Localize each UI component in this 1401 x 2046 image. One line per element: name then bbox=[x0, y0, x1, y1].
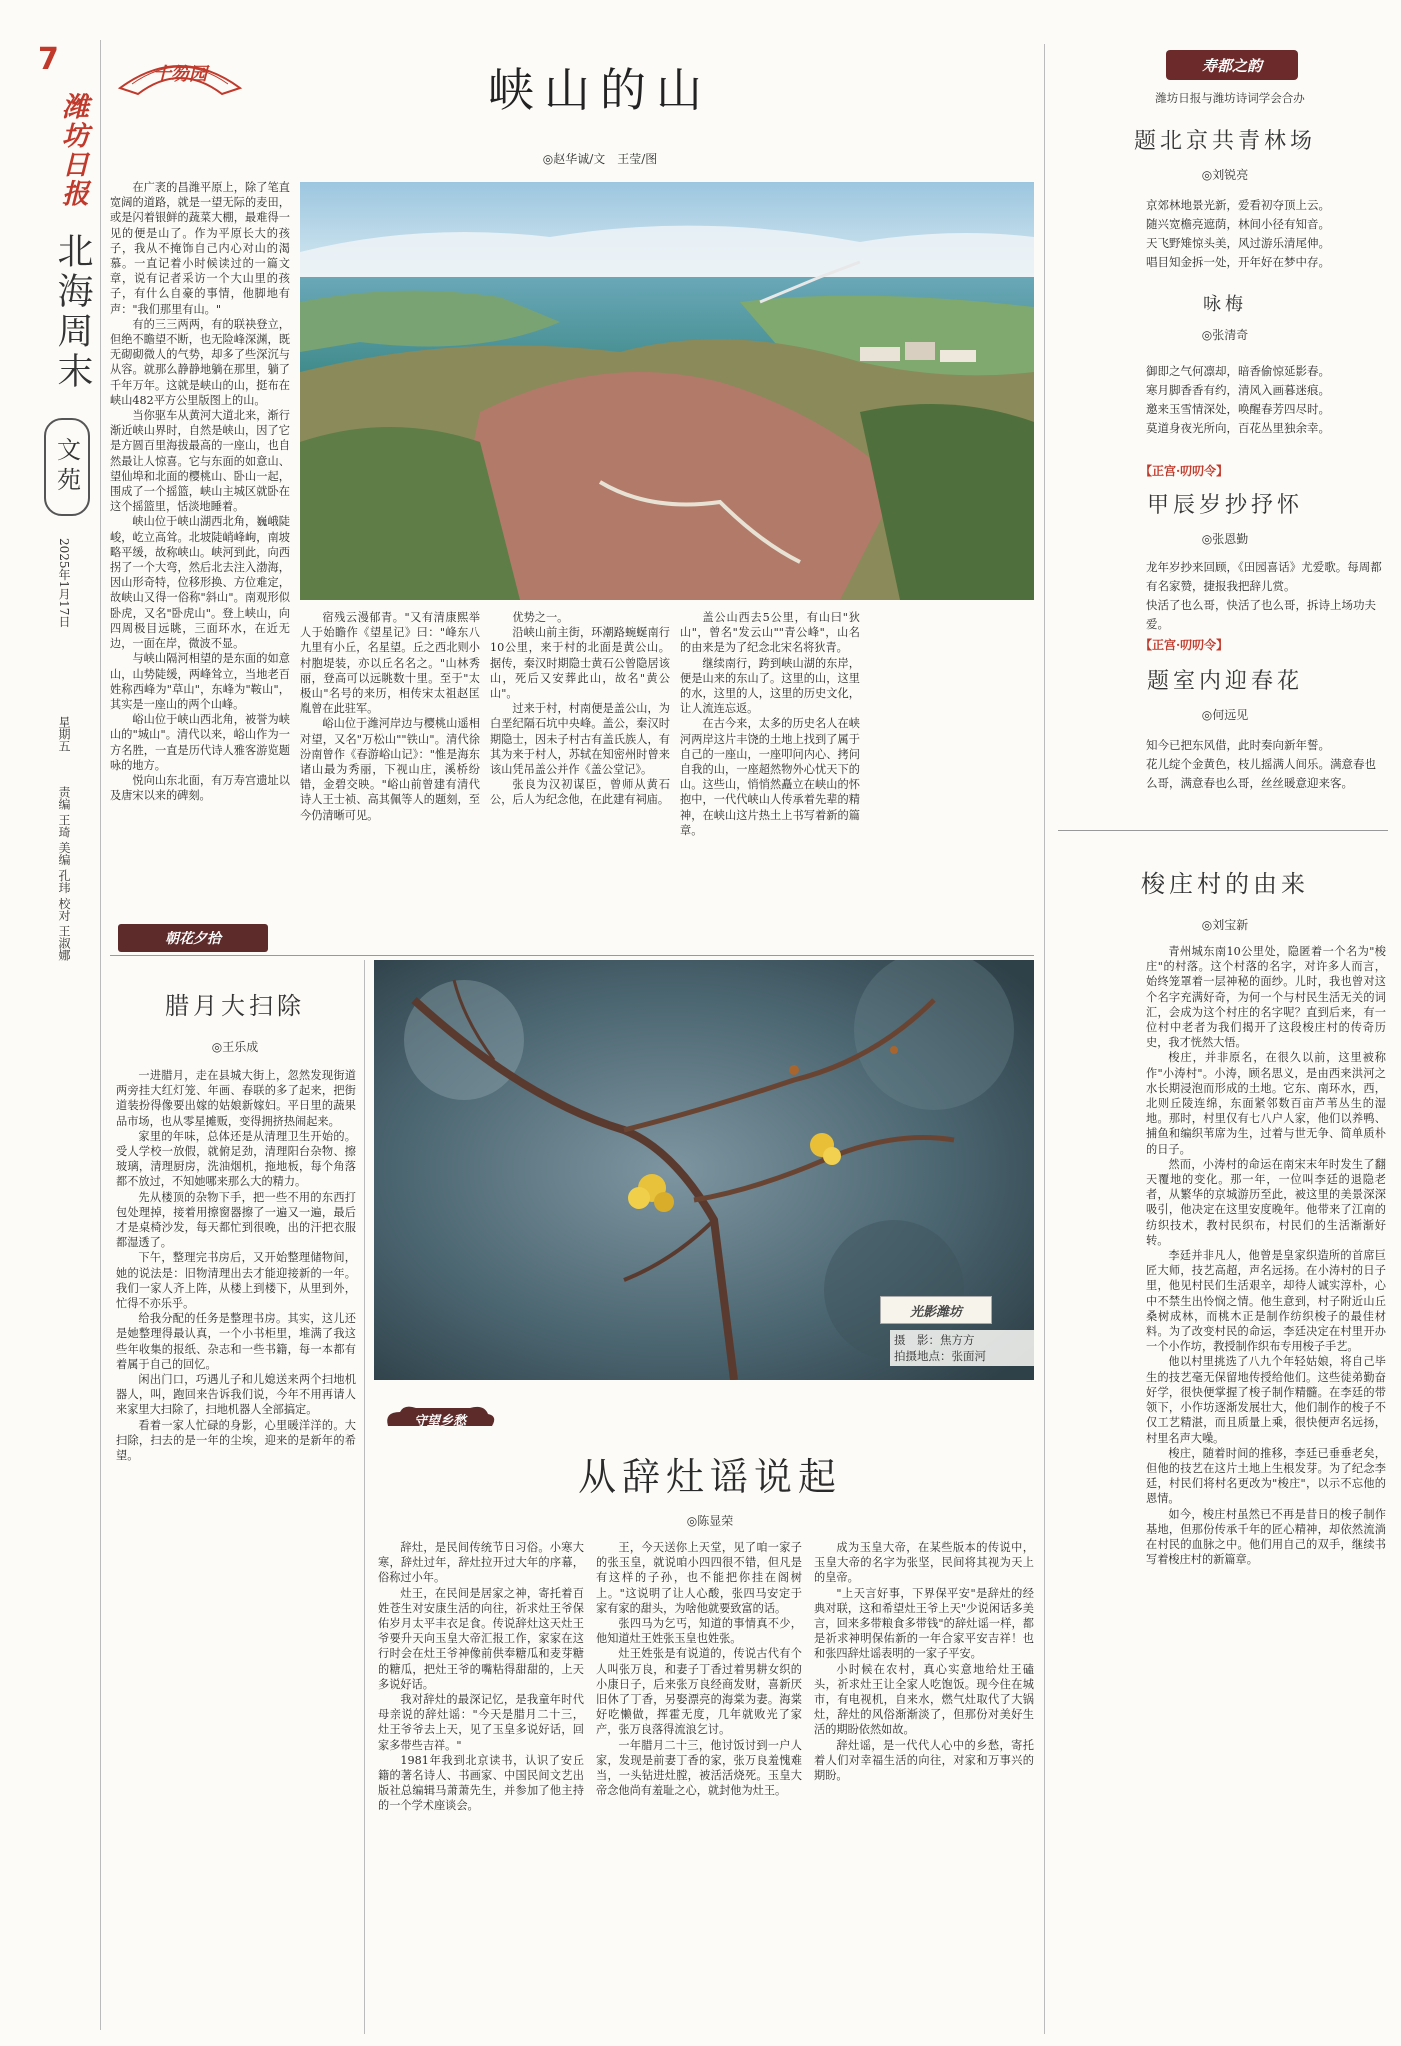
cleanup-column-label: 朝花夕拾 bbox=[165, 931, 221, 947]
lead-bottom-divider bbox=[110, 955, 1034, 956]
right-column-divider bbox=[1044, 44, 1045, 2034]
section-badge bbox=[44, 418, 90, 516]
lead-paragraph: 优势之一。 bbox=[512, 611, 569, 624]
cleanup-paragraph: 一进腊月，走在县城大街上，忽然发现街道两旁挂大红灯笼、年画、春联的多了起来，把街道装扮得像要出嫁的姑娘新嫁妇。平日里的蔬果品市场，也从零星摊贩，变得拥挤热闹起来。 bbox=[116, 1069, 356, 1128]
poem-body bbox=[1146, 558, 1386, 634]
poem-line: 唱目知金拆一处，开年好在梦中存。 bbox=[1146, 255, 1330, 269]
poem-line: 花儿绽个金黄色，枝儿摇满人间乐。满意春也么哥，满意春也么哥，丝丝暖意迎来客。 bbox=[1146, 757, 1376, 790]
lead-photo-xiashan-lake bbox=[300, 182, 1034, 600]
page-number: 7 bbox=[38, 42, 59, 77]
stove-column-badge bbox=[380, 1402, 500, 1436]
cleanup-paragraph: 先从楼顶的杂物下手，把一些不用的东西打包处理掉，接着用擦窗器擦了一遍又一遍，最后才是桌椅沙发，每天都忙到很晚，出的汗把衣服都湿透了。 bbox=[116, 1190, 356, 1250]
lead-byline: ◎赵华诚/文 王莹/图 bbox=[542, 152, 658, 166]
village-paragraph: 如今，梭庄村虽然已不再是昔日的梭子制作基地，但那份传承千年的匠心精神，却依然流淌在村民的血脉之中。他们用自己的双手，继续书写着梭庄村的新篇章。 bbox=[1146, 1507, 1386, 1567]
stove-title: 从辞灶谣说起 bbox=[577, 1455, 842, 1499]
lead-column-4 bbox=[680, 610, 860, 940]
cleanup-column-badge bbox=[118, 924, 268, 952]
village-paragraph: 然而，小涛村的命运在南宋末年时发生了翻天覆地的变化。那一年，一位叫李廷的退隐老者，从繁华的京城游历至此，被这里的美景深深吸引，他决定在这里安度晚年。他带来了江南的纺织技术，教村民织布，村民们的生活渐渐好转。 bbox=[1146, 1157, 1386, 1247]
lead-paragraph: 过来于村，村南便是盖公山，为白垩纪隔石坑中央峰。盖公，秦汉时期隐士，因未子村古有盖氏族人，有其为来于村人，苏轼在知密州时曾来该山凭吊盖公并作《盖公堂记》。 bbox=[490, 702, 670, 777]
lead-paragraph: 在广袤的昌潍平原上，除了笔直宽阔的道路，就是一望无际的麦田，或是闪着银鲜的蔬菜大棚，最难得一见的便是山了。作为平原长大的孩子，我从不掩饰自己内心对山的渴慕。一直记着小时候读过的一篇文章，说有记者采访一个大山里的孩子，有什么自豪的事情，他脚地有声："我们那里有山。" bbox=[110, 181, 290, 316]
village-body bbox=[1146, 944, 1386, 2034]
cleanup-divider bbox=[364, 960, 365, 2034]
masthead-date: 2025年1月17日 bbox=[57, 538, 71, 628]
poem-author: ◎何远见 bbox=[1201, 708, 1249, 722]
village-byline: ◎刘宝新 bbox=[1201, 918, 1249, 932]
lead-paragraph: 盖公山西去5公里，有山曰"狄山"，曾名"发云山""青公峰"，山名的由来是为了纪念北宋名将狄青。 bbox=[680, 611, 860, 655]
photo-column-label: 光影潍坊 bbox=[909, 1304, 962, 1320]
poem-line: 知今已把东风借，此时奏向新年誓。 bbox=[1146, 738, 1330, 752]
masthead-paper-name: 潍坊日报 bbox=[57, 92, 88, 208]
stove-paragraph: 一年腊月二十三，他讨饭讨到一户人家，发现是前妻丁香的家，张万良羞愧难当，一头钻进灶膛，被活活烧死。玉皇大帝念他尚有羞耻之心，就封他为灶王。 bbox=[596, 1738, 802, 1798]
poem-line: 快活了也么哥，快活了也么哥，拆诗上场功夫爱。 bbox=[1146, 598, 1376, 631]
lead-paragraph: 悦向山东北面，有万寿宫遗址以及唐宋以来的碑刻。 bbox=[110, 773, 290, 803]
poem-title: 甲辰岁抄抒怀 bbox=[1146, 493, 1303, 518]
stove-byline: ◎陈显荣 bbox=[686, 1514, 734, 1528]
stove-paragraph: "上天言好事，下界保平安"是辞灶的经典对联，这和希望灶王爷上天"少说闲话多美言，回来多带粮食多带钱"的辞灶谣一样，都是祈求神明保佑新的一年合家平安吉祥！也和张四辞灶谣表明的一家子平安。 bbox=[814, 1586, 1034, 1661]
poem-author: ◎张恩勤 bbox=[1201, 532, 1249, 546]
cleanup-paragraph: 下午，整理完书房后，又开始整理储物间，她的说法是：旧物清理出去才能迎接新的一年。我们一家人齐上阵，从楼上到楼下，从里到外，忙得不亦乐乎。 bbox=[116, 1251, 356, 1311]
lead-column-3 bbox=[490, 610, 670, 940]
lead-title: 峡山的山 bbox=[488, 63, 712, 117]
stove-paragraph: 成为玉皇大帝，在某些版本的传说中，玉皇大帝的名字为张坚，民间将其视为天上的皇帝。 bbox=[814, 1541, 1034, 1585]
photo-column-badge bbox=[880, 1296, 992, 1324]
poem-author: ◎刘锐亮 bbox=[1201, 168, 1249, 182]
poem-title: 题北京共青林场 bbox=[1133, 129, 1316, 154]
lead-paragraph: 有的三三两两，有的联袂登立，但绝不瞻望不断，也无险峰深渊，既无砌砌微人的气势，却多了些深沉与从容。就那么静静地躺在那里，躺了千年万年。这就是峡山的山，挺布在峡山482平方公里版图上的山。 bbox=[110, 317, 290, 407]
village-title: 梭庄村的由来 bbox=[1141, 870, 1309, 898]
masthead-divider bbox=[100, 40, 101, 2030]
stove-paragraph: 小时候在农村，真心实意地给灶王磕头，祈求灶王让全家人吃饱饭。现今住在城市，有电视机，自来水，燃气灶取代了大锅灶，辞灶的风俗渐渐淡了，但那份对美好生活的期盼依然如故。 bbox=[814, 1662, 1034, 1737]
lead-paragraph: 宿残云漫郁青。"又有清康熙举人于始瞻作《望星记》曰："峰东八九里有小丘，名星望。丘之西北则小村胞堤装，亦以丘名名之。"山林秀丽，登高可以远眺数十里。至于"太极山"名号的来历，相传宋太祖赵匡胤曾在此驻军。 bbox=[300, 611, 480, 716]
lead-paragraph: 继续南行，跨到峡山湖的东岸，便是山来的东山了。这里的山，这里的水，这里的人，这里的历史文化，让人流连忘返。 bbox=[680, 656, 860, 716]
poetry-cooperation: 潍坊日报与潍坊诗词学会合办 bbox=[1155, 91, 1305, 105]
cleanup-paragraph: 给我分配的任务是整理书房。其实，这儿还是她整理得最认真，一个小书柜里，堆满了我这些年收集的报纸、杂志和一些书籍，每一本都有着属于自己的回忆。 bbox=[116, 1312, 356, 1371]
cleanup-paragraph: 家里的年味，总体还是从清理卫生开始的。受人学校一放假，就俯足劲，清理阳台杂物、擦玻璃，清理厨房，洗油烟机，拖地板，每个角落都不放过，不知她哪来那么大的精力。 bbox=[116, 1129, 356, 1189]
cleanup-body bbox=[116, 1068, 356, 2034]
poem-title: 题室内迎春花 bbox=[1146, 669, 1303, 694]
lead-paragraph: 在古今来，太多的历史名人在峡河两岸这片丰饶的土地上找到了属于自己的一座山，一座叩问内心、拷问自我的山，一座超然物外心忧天下的山。这些山，悄悄然矗立在峡山的怀抱中，一代代峡山人传承着先辈的精神，在峡山这片热土上书写着新的篇章。 bbox=[680, 717, 860, 837]
photo-location: 拍摄地点：张面河 bbox=[894, 1349, 986, 1363]
stove-paragraph: 张四马为乞丐，知道的事情真不少，他知道灶王姓张玉皇也姓张。 bbox=[596, 1617, 802, 1646]
poem-line: 天飞野雉惊头美，风过游乐清尾伸。 bbox=[1146, 236, 1330, 250]
stove-paragraph: 王，今天送你上天堂，见了咱一家子的张玉皇，就说咱小四四很不错，但凡是有这样的子孙，也不能把你挂在阁树上。"这说明了让人心酸，张四马安定于家有家的甜头，为啥他就要致富的话。 bbox=[596, 1541, 802, 1615]
poem-line: 邀来玉雪情深处，唤醒春芳四尽时。 bbox=[1146, 402, 1330, 416]
stove-paragraph: 辞灶，是民间传统节日习俗。小寒大寒，辞灶过年，辞灶拉开过大年的序幕，俗称过小年。 bbox=[378, 1541, 584, 1585]
stove-paragraph: 辞灶谣，是一代代人心中的乡愁，寄托着人们对幸福生活的向往，对家和万事兴的期盼。 bbox=[814, 1738, 1034, 1783]
stove-column-3 bbox=[814, 1540, 1034, 2034]
village-paragraph: 梭庄，随着时间的推移，李廷已垂垂老矣，但他的技艺在这片土地上生根发芽。为了纪念李廷，村民们将村名更改为"梭庄"，以示不忘他的恩情。 bbox=[1146, 1446, 1386, 1506]
lead-paragraph: 当你驱车从黄河大道北来，渐行渐近峡山界时，自然是峡山，因了它是方圆百里海拔最高的一座山，也自然最让人惊喜。它与东面的如意山、望仙埠和北面的樱桃山、卧山一起，围成了一个摇篮，峡山主城区就卧在这个摇篮里，恬淡地睡着。 bbox=[110, 409, 290, 514]
stove-paragraph: 灶王，在民间是居家之神，寄托着百姓苍生对安康生活的向往，祈求灶王爷保佑岁月太平丰衣足食。传说辞灶这天灶王爷要升天向玉皇大帝汇报工作，家家在这行时会在灶王爷神像前供奉糖瓜和麦芽糖的糖瓜，把灶王爷的嘴粘得甜甜的，上天多说好话。 bbox=[378, 1586, 584, 1691]
poem-body bbox=[1146, 196, 1386, 272]
lead-paragraph: 峪山位于峡山西北角，被誉为峡山的"城山"。清代以来，峪山作为一方名胜，一直是历代诗人雅客游览题咏的地方。 bbox=[110, 713, 290, 772]
village-paragraph: 他以村里挑选了八九个年轻姑娘，将自己毕生的技艺毫无保留地传授给他们。这些徒弟勤奋好学，很快便掌握了梭子制作精髓。在李廷的带领下，小作坊逐渐发展壮大，他们制作的梭子不仅工艺精湛，而且质量上乘，很快便声名远扬，村里名声大噪。 bbox=[1146, 1355, 1386, 1445]
lead-column-1 bbox=[110, 180, 290, 940]
stove-column-1 bbox=[378, 1540, 584, 2034]
lead-column-2 bbox=[300, 610, 480, 940]
poem-body bbox=[1146, 736, 1386, 793]
lead-column-label: 十笏园 bbox=[153, 64, 207, 85]
stove-column-label: 守望乡愁 bbox=[413, 1414, 466, 1429]
masthead-weekday: 星期五 bbox=[57, 716, 71, 752]
poem-tag: 【正宫·叨叨令】 bbox=[1140, 638, 1229, 652]
section-label: 文苑 bbox=[52, 437, 81, 497]
poetry-column-badge bbox=[1166, 50, 1298, 80]
stove-paragraph: 灶王姓张是有说道的，传说古代有个人叫张万良，和妻子丁香过着男耕女织的小康日子，后来张万良经商发财，喜新厌旧休了丁香，另娶漂亮的海棠为妻。海棠好吃懒做，挥霍无度，几年就败光了家产，张万良落得流浪乞讨。 bbox=[596, 1647, 802, 1737]
village-paragraph: 李廷并非凡人，他曾是皇家织造所的首席巨匠大师，技艺高超，声名远扬。在小涛村的日子里，他见村民们生活艰辛，却待人诚实淳朴，心中不禁生出怜悯之情。他生意到，村子附近山丘桑树成林，而桃木正是制作纺织梭子的最佳材料。为了改变村民的命运，李廷决定在村里开办一个小作坊，教授制作织布专用梭子手艺。 bbox=[1146, 1249, 1386, 1354]
poem-author: ◎张清奇 bbox=[1201, 328, 1249, 342]
photo-caption bbox=[890, 1330, 1038, 1366]
cleanup-paragraph: 看着一家人忙碌的身影，心里暖洋洋的。大扫除，扫去的是一年的尘埃，迎来的是新年的希望。 bbox=[116, 1418, 356, 1463]
poem-line: 随兴宽檐亮遮荫，林间小径有知音。 bbox=[1146, 217, 1330, 231]
cleanup-title: 腊月大扫除 bbox=[165, 992, 305, 1020]
stove-paragraph: 我对辞灶的最深记忆，是我童年时代母亲说的辞灶谣："今天是腊月二十三，灶王爷爷去上天，见了玉皇多说好话，回家多带些吉祥。" bbox=[378, 1693, 584, 1752]
poetry-bottom-divider bbox=[1058, 830, 1388, 831]
masthead-staff: 责编 王琦 美编 孔玮 校对 王淑娜 bbox=[57, 786, 71, 962]
poetry-column-label: 寿都之韵 bbox=[1201, 56, 1262, 75]
poem-title: 咏梅 bbox=[1203, 294, 1247, 315]
poem-line: 御即之气何凛却，暗香偷惊延影春。 bbox=[1146, 364, 1330, 378]
lead-paragraph: 峡山位于峡山湖西北角，巍峨陡峻，屹立高耸。北坡陡峭峰峋，南坡略平缓，故称峡山。峡河到此，向西拐了一个大弯，然后北去注入渤海，因山形奇特，位移形换、方位难定，故峡山又得一俗称"斜山"。南观形似卧虎，又名"卧虎山"。登上峡山，向四周极目远眺，三面环水，在近无边，一面在岸，微波不显。 bbox=[110, 515, 290, 651]
village-paragraph: 青州城东南10公里处，隐匿着一个名为"梭庄"的村落。这个村落的名字，对许多人而言，始终笼罩着一层神秘的面纱。儿时，我也曾对这个名字充满好奇，为何一个与村民生活无关的词汇，会成为这个村庄的名字呢？直到后来，有一位村中老者为我们揭开了这段梭庄村的传奇历史，我才恍然大悟。 bbox=[1146, 945, 1386, 1050]
poem-line: 寒月脚香香有约，清风入画暮迷痕。 bbox=[1146, 383, 1330, 397]
lead-paragraph: 峪山位于潍河岸边与樱桃山遥相对望，又名"万松山""铁山"。清代徐汾南曾作《春游峪山记》："惟是海东诸山最为秀丽，下视山庄，溪桥纷错，金碧交映。"峪山前曾建有清代诗人王士祯、高其佩等人的题刻，至今仍清晰可见。 bbox=[300, 717, 480, 822]
stove-paragraph: 1981年我到北京读书，认识了安丘籍的著名诗人、书画家、中国民间文艺出版社总编辑马萧萧先生，并参加了他主持的一个学术座谈会。 bbox=[378, 1753, 584, 1813]
poem-body bbox=[1146, 362, 1386, 438]
cleanup-byline: ◎王乐成 bbox=[211, 1040, 259, 1054]
lead-paragraph: 张良为汉初谋臣，曾师从黄石公，后人为纪念他，在此建有祠庙。 bbox=[490, 778, 670, 807]
stove-column-2 bbox=[596, 1540, 802, 2034]
cleanup-paragraph: 闲出门口，巧遇儿子和儿媳送来两个扫地机器人，叫，跑回来告诉我们说，今年不用再请人来家里大扫除了，扫地机器人全部搞定。 bbox=[116, 1373, 356, 1417]
poem-line: 龙年岁抄来回顾，《田园喜话》尤爱歌。每周都有名家赞，捷报我把辞儿赏。 bbox=[1146, 560, 1382, 593]
poem-line: 京郊林地景光新，爱看初夺顶上云。 bbox=[1146, 198, 1330, 212]
poem-line: 莫道身夜光所向，百花丛里独余幸。 bbox=[1146, 421, 1330, 435]
lead-column-badge bbox=[110, 48, 250, 96]
lead-column-5 bbox=[868, 610, 1034, 940]
photo-photographer: 摄 影：焦方方 bbox=[894, 1333, 975, 1347]
lead-paragraph: 沿峡山前主街，环潮路蜿蜒南行10公里，来于村的北面是黄公山。据传，秦汉时期隐士黄石公曾隐居该山，死后又安葬此山，故名"黄公山"。 bbox=[490, 626, 670, 701]
lead-paragraph: 与峡山隔河相望的是东面的如意山，山势陡缓，两峰耸立，当地老百姓称西峰为"草山"，东峰为"鞍山"，其实是一座山的两个山峰。 bbox=[110, 652, 290, 711]
poem-tag: 【正宫·叨叨令】 bbox=[1140, 464, 1229, 478]
village-paragraph: 梭庄，并非原名，在很久以前，这里被称作"小涛村"。小涛，顾名思义，是由西来洪河之水长期浸泡而形成的土地。它东、南环水，西，北则丘陵连绵，东面紧邻数百亩芦苇丛生的湿地。那时，村里仅有七八户人家，他们以养鸭、捕鱼和编织苇席为生，过着与世无争、简单质朴的日子。 bbox=[1146, 1051, 1386, 1156]
masthead-supplement: 北海周末 bbox=[52, 232, 93, 392]
